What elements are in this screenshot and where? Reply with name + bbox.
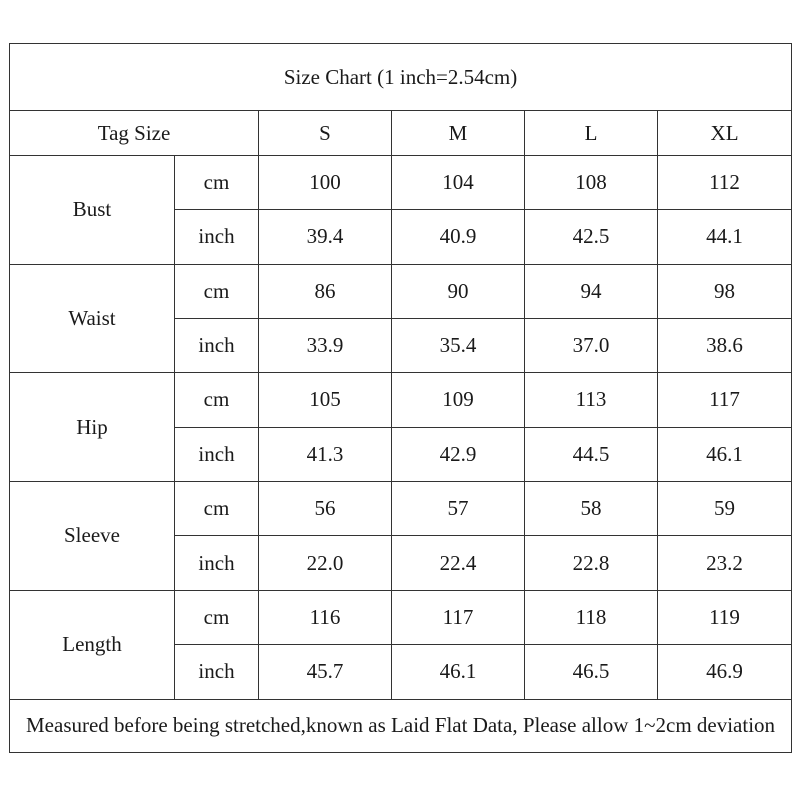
- unit-cell: cm: [175, 373, 259, 427]
- value-cell: 112: [658, 155, 792, 209]
- title-row: [10, 44, 792, 111]
- value-cell: 108: [525, 155, 658, 209]
- value-cell: 40.9: [392, 210, 525, 264]
- size-chart-table: [9, 43, 792, 753]
- table-row: [10, 590, 792, 644]
- value-cell: 38.6: [658, 318, 792, 372]
- size-header-s: S: [259, 111, 392, 155]
- tag-size-label: Tag Size: [10, 111, 259, 155]
- unit-cell: cm: [175, 155, 259, 209]
- value-cell: 58: [525, 482, 658, 536]
- size-header-xl: XL: [658, 111, 792, 155]
- value-cell: 46.1: [658, 427, 792, 481]
- value-cell: 44.1: [658, 210, 792, 264]
- value-cell: 42.9: [392, 427, 525, 481]
- value-cell: 35.4: [392, 318, 525, 372]
- value-cell: 118: [525, 590, 658, 644]
- unit-cell: inch: [175, 210, 259, 264]
- unit-cell: cm: [175, 482, 259, 536]
- measurement-label-sleeve: Sleeve: [10, 482, 175, 591]
- footnote: Measured before being stretched,known as Laid Flat Data, Please allow 1~2cm deviation: [10, 699, 792, 752]
- value-cell: 23.2: [658, 536, 792, 590]
- value-cell: 44.5: [525, 427, 658, 481]
- value-cell: 46.5: [525, 645, 658, 699]
- value-cell: 113: [525, 373, 658, 427]
- size-header-m: M: [392, 111, 525, 155]
- measurement-label-waist: Waist: [10, 264, 175, 373]
- footnote-row: [10, 699, 792, 752]
- value-cell: 37.0: [525, 318, 658, 372]
- unit-cell: inch: [175, 645, 259, 699]
- value-cell: 39.4: [259, 210, 392, 264]
- unit-cell: cm: [175, 590, 259, 644]
- value-cell: 33.9: [259, 318, 392, 372]
- unit-cell: inch: [175, 318, 259, 372]
- measurement-label-hip: Hip: [10, 373, 175, 482]
- table-row: [10, 482, 792, 536]
- value-cell: 57: [392, 482, 525, 536]
- value-cell: 22.0: [259, 536, 392, 590]
- value-cell: 46.9: [658, 645, 792, 699]
- value-cell: 117: [658, 373, 792, 427]
- value-cell: 86: [259, 264, 392, 318]
- value-cell: 116: [259, 590, 392, 644]
- value-cell: 42.5: [525, 210, 658, 264]
- value-cell: 104: [392, 155, 525, 209]
- value-cell: 94: [525, 264, 658, 318]
- value-cell: 22.8: [525, 536, 658, 590]
- table-row: [10, 155, 792, 209]
- table-row: [10, 264, 792, 318]
- value-cell: 100: [259, 155, 392, 209]
- size-header-l: L: [525, 111, 658, 155]
- value-cell: 46.1: [392, 645, 525, 699]
- unit-cell: cm: [175, 264, 259, 318]
- value-cell: 117: [392, 590, 525, 644]
- chart-title: Size Chart (1 inch=2.54cm): [10, 44, 792, 111]
- value-cell: 109: [392, 373, 525, 427]
- value-cell: 98: [658, 264, 792, 318]
- value-cell: 45.7: [259, 645, 392, 699]
- unit-cell: inch: [175, 427, 259, 481]
- value-cell: 41.3: [259, 427, 392, 481]
- value-cell: 119: [658, 590, 792, 644]
- value-cell: 56: [259, 482, 392, 536]
- unit-cell: inch: [175, 536, 259, 590]
- measurement-label-length: Length: [10, 590, 175, 699]
- measurement-label-bust: Bust: [10, 155, 175, 264]
- value-cell: 59: [658, 482, 792, 536]
- header-row: [10, 111, 792, 155]
- value-cell: 105: [259, 373, 392, 427]
- value-cell: 22.4: [392, 536, 525, 590]
- table-row: [10, 373, 792, 427]
- value-cell: 90: [392, 264, 525, 318]
